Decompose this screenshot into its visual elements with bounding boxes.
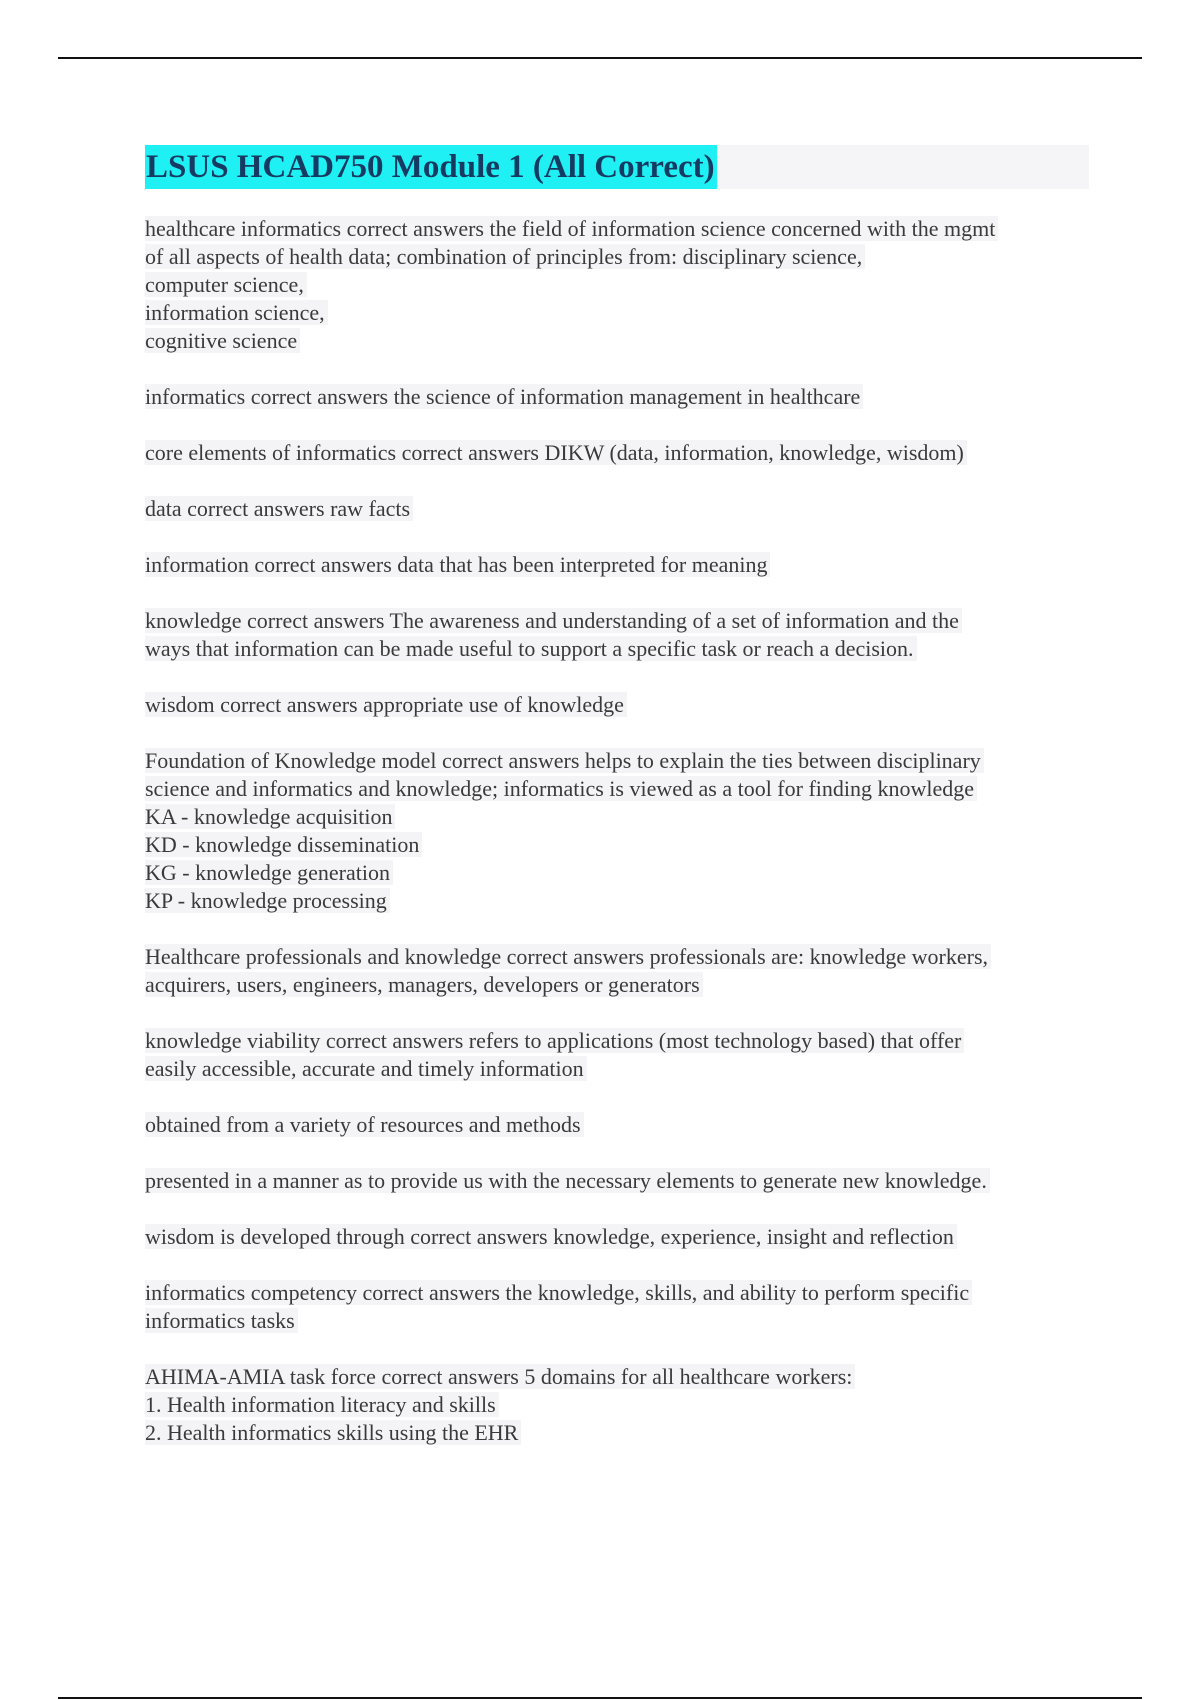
qa-entry <box>145 747 1090 915</box>
qa-line-text: information correct answers data that has been interpreted for meaning <box>145 552 770 577</box>
document-body <box>145 215 1090 1475</box>
qa-line <box>145 215 1090 243</box>
qa-line-text: knowledge viability correct answers refers to applications (most technology based) that offer <box>145 1028 964 1053</box>
qa-line-text: informatics correct answers the science of information management in healthcare <box>145 384 863 409</box>
qa-line <box>145 691 1090 719</box>
qa-line <box>145 1027 1090 1055</box>
qa-line-text: core elements of informatics correct answers DIKW (data, information, knowledge, wisdom) <box>145 440 967 465</box>
qa-line-text: wisdom is developed through correct answers knowledge, experience, insight and reflection <box>145 1224 957 1249</box>
qa-line-text: cognitive science <box>145 328 300 353</box>
qa-line-text: healthcare informatics correct answers the field of information science concerned with the mgmt <box>145 216 998 241</box>
qa-line <box>145 775 1090 803</box>
qa-line-text: easily accessible, accurate and timely information <box>145 1056 587 1081</box>
qa-line <box>145 439 1090 467</box>
qa-line <box>145 635 1090 663</box>
qa-line-text: presented in a manner as to provide us with the necessary elements to generate new knowledge. <box>145 1168 990 1193</box>
qa-line-text: KA - knowledge acquisition <box>145 804 395 829</box>
qa-entry <box>145 439 1090 467</box>
qa-line <box>145 1111 1090 1139</box>
qa-entry <box>145 495 1090 523</box>
qa-line <box>145 859 1090 887</box>
qa-line <box>145 1223 1090 1251</box>
qa-line <box>145 887 1090 915</box>
qa-line <box>145 803 1090 831</box>
qa-line <box>145 1167 1090 1195</box>
qa-line-text: 2. Health informatics skills using the EHR <box>145 1420 521 1445</box>
qa-entry <box>145 1363 1090 1447</box>
qa-line <box>145 243 1090 271</box>
entry-list <box>145 215 1090 1447</box>
qa-line <box>145 1055 1090 1083</box>
qa-line <box>145 271 1090 299</box>
qa-line <box>145 607 1090 635</box>
qa-entry <box>145 1167 1090 1195</box>
qa-line-text: KG - knowledge generation <box>145 860 393 885</box>
qa-line <box>145 383 1090 411</box>
qa-line-text: information science, <box>145 300 328 325</box>
qa-line <box>145 943 1090 971</box>
qa-line-text: science and informatics and knowledge; informatics is viewed as a tool for finding knowledge <box>145 776 977 801</box>
qa-line <box>145 551 1090 579</box>
qa-line-text: informatics tasks <box>145 1308 298 1333</box>
qa-line-text: informatics competency correct answers the knowledge, skills, and ability to perform specific <box>145 1280 972 1305</box>
bottom-rule <box>58 1697 1142 1699</box>
qa-line-text: Healthcare professionals and knowledge correct answers professionals are: knowledge workers, <box>145 944 991 969</box>
qa-line-text: 1. Health information literacy and skills <box>145 1392 499 1417</box>
qa-line-text: computer science, <box>145 272 307 297</box>
qa-line-text: acquirers, users, engineers, managers, developers or generators <box>145 972 703 997</box>
qa-entry <box>145 383 1090 411</box>
qa-entry <box>145 607 1090 663</box>
qa-line <box>145 747 1090 775</box>
qa-line <box>145 1391 1090 1419</box>
qa-entry <box>145 691 1090 719</box>
qa-entry <box>145 1279 1090 1335</box>
qa-entry <box>145 215 1090 355</box>
qa-line-text: knowledge correct answers The awareness and understanding of a set of information and the <box>145 608 962 633</box>
qa-line-text: data correct answers raw facts <box>145 496 413 521</box>
qa-line-text: KD - knowledge dissemination <box>145 832 422 857</box>
qa-line-text: ways that information can be made useful to support a specific task or reach a decision. <box>145 636 917 661</box>
document-title: LSUS HCAD750 Module 1 (All Correct) <box>145 145 717 189</box>
title-row <box>145 145 1089 189</box>
qa-line-text: of all aspects of health data; combination of principles from: disciplinary science, <box>145 244 865 269</box>
qa-line <box>145 831 1090 859</box>
qa-line <box>145 1419 1090 1447</box>
qa-entry <box>145 1027 1090 1083</box>
qa-line-text: KP - knowledge processing <box>145 888 390 913</box>
qa-entry <box>145 943 1090 999</box>
qa-line-text: Foundation of Knowledge model correct answers helps to explain the ties between disciplinary <box>145 748 984 773</box>
top-rule <box>58 57 1142 59</box>
qa-line-text: AHIMA-AMIA task force correct answers 5 domains for all healthcare workers: <box>145 1364 855 1389</box>
qa-line <box>145 1279 1090 1307</box>
qa-line <box>145 495 1090 523</box>
qa-entry <box>145 1111 1090 1139</box>
qa-line-text: obtained from a variety of resources and methods <box>145 1112 584 1137</box>
qa-line <box>145 327 1090 355</box>
qa-line-text: wisdom correct answers appropriate use of knowledge <box>145 692 627 717</box>
qa-entry <box>145 1223 1090 1251</box>
qa-entry <box>145 551 1090 579</box>
qa-line <box>145 971 1090 999</box>
qa-line <box>145 1363 1090 1391</box>
qa-line <box>145 1307 1090 1335</box>
qa-line <box>145 299 1090 327</box>
